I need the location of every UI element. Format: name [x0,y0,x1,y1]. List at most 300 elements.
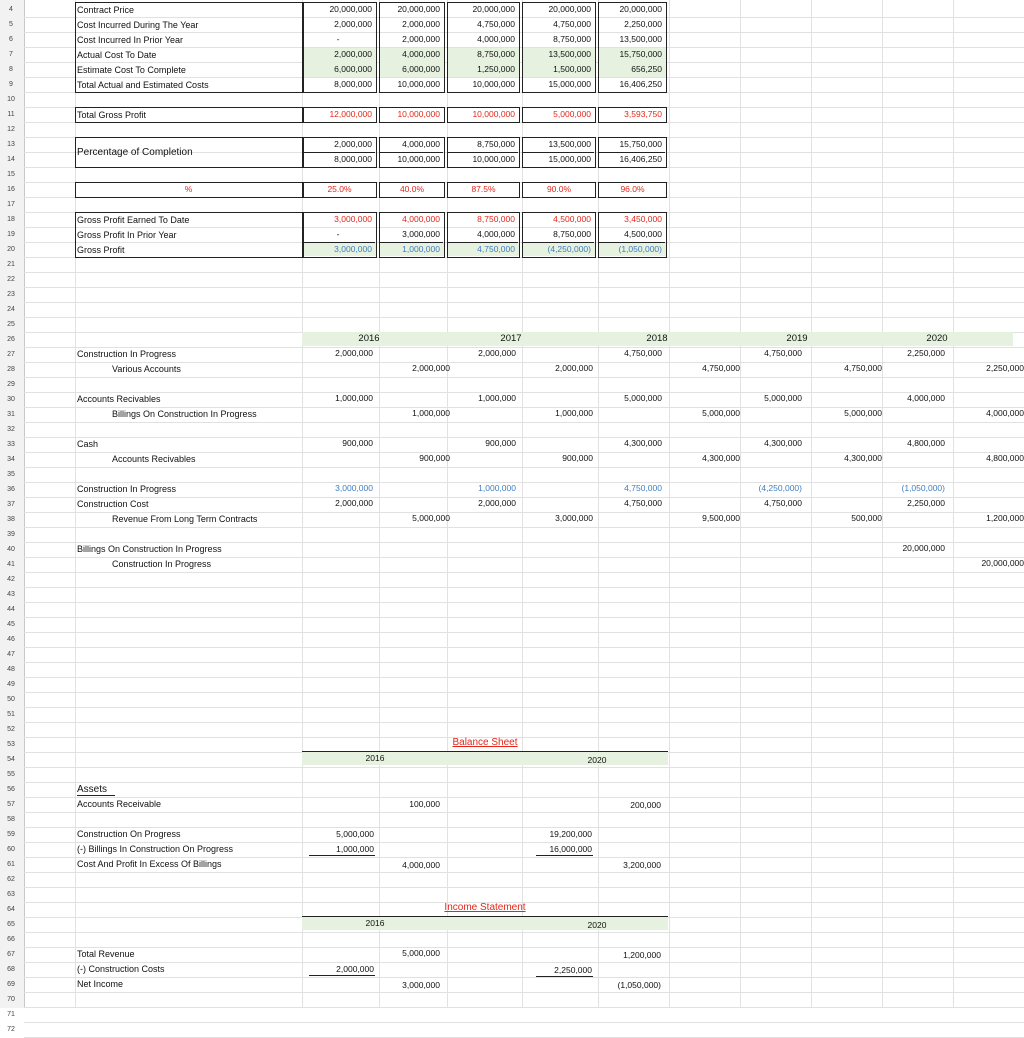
row-number[interactable]: 11 [7,111,15,118]
value-pct-numerator[interactable]: 2,000,000 [334,139,372,149]
row-gridline [24,887,1024,888]
value-estimate-to-complete[interactable]: 6,000,000 [334,64,372,74]
row-number[interactable]: 33 [7,441,15,448]
journal-debit-amount[interactable]: 1,000,000 [478,393,516,403]
label-actual-to-date[interactable]: Actual Cost To Date [77,50,157,60]
value-gp-earned[interactable]: 8,750,000 [477,214,515,224]
row-number[interactable]: 18 [7,216,15,223]
bs-cip-2016[interactable]: 5,000,000 [336,829,374,839]
row-number[interactable]: 7 [9,51,13,58]
row-number[interactable]: 59 [7,831,15,838]
journal-credit-amount[interactable]: 9,500,000 [702,513,740,523]
row-gridline [24,632,1024,633]
row-number[interactable]: 54 [7,756,15,763]
fraction-line [447,152,518,153]
row-number[interactable]: 24 [7,306,15,313]
row-gridline [24,707,1024,708]
journal-credit-amount[interactable]: 900,000 [419,453,450,463]
journal-credit-amount[interactable]: 4,750,000 [702,363,740,373]
bs-cip-label[interactable]: Construction On Progress [77,829,181,839]
row-number[interactable]: 39 [7,531,15,538]
row-number[interactable]: 55 [7,771,15,778]
row-number[interactable]: 20 [7,246,15,253]
value-cost-prior-year[interactable]: 4,000,000 [477,34,515,44]
pct-symbol-border [75,182,304,198]
journal-credit-amount[interactable]: 5,000,000 [702,408,740,418]
value-gross-profit[interactable]: (1,050,000) [618,244,662,254]
gp-total-line [302,242,375,243]
label-pct-symbol[interactable]: % [184,184,193,194]
journal-debit-amount[interactable]: 2,250,000 [907,348,945,358]
pct-border [522,182,596,198]
journal-credit-amount[interactable]: 4,300,000 [702,453,740,463]
bs-year-b[interactable]: 2020 [587,755,607,765]
row-gridline [24,602,1024,603]
journal-debit2-amount[interactable]: 4,750,000 [624,498,662,508]
value-cost-during-year[interactable]: 4,750,000 [477,19,515,29]
value-pct-denominator[interactable]: 16,406,250 [619,154,662,164]
row-number[interactable]: 15 [7,171,15,178]
row-number[interactable]: 44 [7,606,15,613]
row-number[interactable]: 53 [7,741,15,748]
row-number[interactable]: 13 [7,141,15,148]
value-gp-prior[interactable]: 4,500,000 [624,229,662,239]
bs-year-a[interactable]: 2016 [365,753,385,763]
row-gridline [24,467,1024,468]
row-number[interactable]: 27 [7,351,15,358]
value-pct-numerator[interactable]: 15,750,000 [619,139,662,149]
journal-debit-label[interactable]: Construction In Progress [77,484,177,494]
label-cost-during-year[interactable]: Cost Incurred During The Year [77,20,199,30]
row-number[interactable]: 26 [7,336,15,343]
value-gross-profit[interactable]: (4,250,000) [547,244,591,254]
row-number[interactable]: 61 [7,861,15,868]
journal-credit-label[interactable]: Revenue From Long Term Contracts [112,514,258,524]
gp-label-border [75,212,304,258]
journal-debit-amount[interactable]: 4,300,000 [624,438,662,448]
row-gridline [24,662,1024,663]
bs-cip-2020[interactable]: 19,200,000 [549,829,592,839]
journal-debit2-amount[interactable]: 4,750,000 [764,498,802,508]
row-number[interactable]: 8 [9,66,13,73]
row-number[interactable]: 64 [7,906,15,913]
value-cost-prior-year[interactable]: 2,000,000 [402,34,440,44]
row-number[interactable]: 71 [7,1011,15,1018]
gp-total-line [379,242,443,243]
is-revenue-2016[interactable]: 5,000,000 [402,948,440,958]
value-estimate-to-complete[interactable]: 656,250 [631,64,662,74]
year-header[interactable]: 2020 [926,333,948,344]
subtotal-underline [309,855,375,856]
is-cost-2020[interactable]: 2,250,000 [554,965,592,975]
row-number[interactable]: 69 [7,981,15,988]
value-contract-price[interactable]: 20,000,000 [548,4,591,14]
value-cost-during-year[interactable]: 4,750,000 [553,19,591,29]
journal-debit-label[interactable]: Billings On Construction In Progress [77,544,222,554]
value-total-gross-profit[interactable]: 3,593,750 [624,109,662,119]
year-header[interactable]: 2019 [786,333,808,344]
value-estimate-to-complete[interactable]: 6,000,000 [402,64,440,74]
column-block-border [598,2,667,93]
is-revenue-2020[interactable]: 1,200,000 [623,950,661,960]
journal-debit-amount[interactable]: 4,750,000 [624,483,662,493]
row-number[interactable]: 67 [7,951,15,958]
journal-credit-amount[interactable]: 4,300,000 [844,453,882,463]
row-number[interactable]: 19 [7,231,15,238]
bs-excess-2016[interactable]: 4,000,000 [402,860,440,870]
row-gridline [24,317,1024,318]
journal-debit2-amount[interactable]: 2,000,000 [335,498,373,508]
value-pct-completion[interactable]: 90.0% [546,184,572,194]
journal-debit-amount[interactable]: 2,000,000 [478,348,516,358]
row-number[interactable]: 50 [7,696,15,703]
row-gridline [24,932,1024,933]
journal-credit-amount[interactable]: 500,000 [851,513,882,523]
row-number[interactable]: 36 [7,486,15,493]
value-cost-prior-year[interactable]: 8,750,000 [553,34,591,44]
label-cost-prior-year[interactable]: Cost Incurred In Prior Year [77,35,184,45]
value-pct-denominator[interactable]: 8,000,000 [334,154,372,164]
row-number[interactable]: 51 [7,711,15,718]
value-total-actual-estimated[interactable]: 8,000,000 [334,79,372,89]
value-total-gross-profit[interactable]: 12,000,000 [329,109,372,119]
total-gp-value-border [302,107,377,123]
value-pct-completion[interactable]: 96.0% [620,184,645,194]
fraction-line [302,152,375,153]
value-gross-profit[interactable]: 4,750,000 [477,244,515,254]
row-gridline [24,992,1024,993]
bs-billings-2016[interactable]: 1,000,000 [336,844,374,854]
row-gridline [24,947,1024,948]
row-number[interactable]: 9 [9,81,13,88]
row-gridline [24,422,1024,423]
pct-border [379,182,445,198]
row-gridline [24,812,1024,813]
value-pct-denominator[interactable]: 10,000,000 [472,154,515,164]
gp-total-line [598,242,665,243]
journal-debit-amount[interactable]: 900,000 [342,438,373,448]
value-gp-prior[interactable]: - [336,229,340,239]
pct-border [302,182,377,198]
bs-excess-label[interactable]: Cost And Profit In Excess Of Billings [77,859,222,869]
value-actual-to-date[interactable]: 15,750,000 [619,49,662,59]
year-header[interactable]: 2018 [646,333,668,344]
journal-credit-amount[interactable]: 2,250,000 [986,363,1024,373]
journal-debit-amount[interactable]: 20,000,000 [902,543,945,553]
value-contract-price[interactable]: 20,000,000 [397,4,440,14]
value-pct-numerator[interactable]: 8,750,000 [477,139,515,149]
year-header[interactable]: 2016 [358,333,380,344]
value-cost-prior-year[interactable]: 13,500,000 [619,34,662,44]
row-number[interactable]: 57 [7,801,15,808]
balance-sheet-title[interactable]: Balance Sheet [452,737,518,748]
value-pct-denominator[interactable]: 15,000,000 [548,154,591,164]
is-net-2020[interactable]: (1,050,000) [617,980,661,990]
row-number[interactable]: 29 [7,381,15,388]
total-gp-value-border [379,107,445,123]
journal-debit-amount[interactable]: (4,250,000) [758,483,802,493]
value-estimate-to-complete[interactable]: 1,250,000 [477,64,515,74]
value-total-gross-profit[interactable]: 10,000,000 [472,109,515,119]
row-number[interactable]: 58 [7,816,15,823]
journal-debit-amount[interactable]: 4,750,000 [624,348,662,358]
row-number[interactable]: 34 [7,456,15,463]
value-gp-earned[interactable]: 3,000,000 [334,214,372,224]
label-gp-prior[interactable]: Gross Profit In Prior Year [77,230,177,240]
row-gridline [24,287,1024,288]
row-number[interactable]: 72 [7,1026,15,1033]
value-estimate-to-complete[interactable]: 1,500,000 [553,64,591,74]
value-total-actual-estimated[interactable]: 10,000,000 [472,79,515,89]
journal-credit-amount[interactable]: 4,000,000 [986,408,1024,418]
value-gp-earned[interactable]: 4,000,000 [402,214,440,224]
value-contract-price[interactable]: 20,000,000 [619,4,662,14]
row-gridline [24,677,1024,678]
subtotal-underline [536,976,593,977]
row-number[interactable]: 66 [7,936,15,943]
is-cost-label[interactable]: (-) Construction Costs [77,964,165,974]
row-gridline [24,647,1024,648]
journal-credit-amount[interactable]: 900,000 [562,453,593,463]
column-gridline [669,0,670,1008]
value-actual-to-date[interactable]: 2,000,000 [334,49,372,59]
journal-debit-amount[interactable]: 2,000,000 [335,348,373,358]
journal-debit-amount[interactable]: 4,000,000 [907,393,945,403]
value-actual-to-date[interactable]: 8,750,000 [477,49,515,59]
row-number[interactable]: 37 [7,501,15,508]
journal-debit2-amount[interactable]: 2,250,000 [907,498,945,508]
pct-label-border [75,137,304,168]
row-number[interactable]: 10 [7,96,15,103]
gp-value-border [447,212,520,258]
journal-debit-amount[interactable]: 900,000 [485,438,516,448]
row-number[interactable]: 28 [7,366,15,373]
journal-debit-amount[interactable]: (1,050,000) [901,483,945,493]
bs-ar-2016[interactable]: 100,000 [409,799,440,809]
value-pct-numerator[interactable]: 13,500,000 [548,139,591,149]
label-estimate-to-complete[interactable]: Estimate Cost To Complete [77,65,186,75]
value-total-gross-profit[interactable]: 10,000,000 [397,109,440,119]
row-number[interactable]: 25 [7,321,15,328]
journal-debit-amount[interactable]: 5,000,000 [624,393,662,403]
year-header[interactable]: 2017 [500,333,522,344]
journal-debit-label[interactable]: Cash [77,439,99,449]
value-pct-denominator[interactable]: 10,000,000 [397,154,440,164]
journal-credit-amount[interactable]: 5,000,000 [412,513,450,523]
total-gp-value-border [598,107,667,123]
value-total-actual-estimated[interactable]: 16,406,250 [619,79,662,89]
row-gridline [24,587,1024,588]
is-revenue-label[interactable]: Total Revenue [77,949,135,959]
pct-border [598,182,667,198]
value-contract-price[interactable]: 20,000,000 [329,4,372,14]
journal-debit2-label[interactable]: Construction Cost [77,499,149,509]
total-gp-label-border [75,107,304,123]
row-number[interactable]: 14 [7,156,15,163]
value-cost-during-year[interactable]: 2,250,000 [624,19,662,29]
label-total-actual-estimated[interactable]: Total Actual and Estimated Costs [77,80,209,90]
label-block-border [75,2,304,93]
row-number[interactable]: 41 [7,561,15,568]
journal-credit-amount[interactable]: 1,200,000 [986,513,1024,523]
value-gp-prior[interactable]: 4,000,000 [477,229,515,239]
value-cost-during-year[interactable]: 2,000,000 [402,19,440,29]
gp-total-line [522,242,594,243]
income-statement-title[interactable]: Income Statement [444,902,526,913]
row-gridline [24,272,1024,273]
total-gp-value-border [522,107,596,123]
row-number[interactable]: 47 [7,651,15,658]
row-number[interactable]: 6 [9,36,13,43]
label-total-gross-profit[interactable]: Total Gross Profit [77,110,147,120]
total-gp-value-border [447,107,520,123]
bs-ar-2020[interactable]: 200,000 [630,800,661,810]
row-number[interactable]: 32 [7,426,15,433]
is-year-a[interactable]: 2016 [365,918,385,928]
row-gridline [24,617,1024,618]
column-block-border [447,2,520,93]
journal-credit-label[interactable]: Construction In Progress [112,559,212,569]
row-number[interactable]: 40 [7,546,15,553]
journal-debit-amount[interactable]: 3,000,000 [335,483,373,493]
value-actual-to-date[interactable]: 13,500,000 [548,49,591,59]
row-gridline [24,767,1024,768]
value-gross-profit[interactable]: 3,000,000 [334,244,372,254]
value-gross-profit[interactable]: 1,000,000 [402,244,440,254]
value-cost-during-year[interactable]: 2,000,000 [334,19,372,29]
value-pct-numerator[interactable]: 4,000,000 [402,139,440,149]
row-number[interactable]: 21 [7,261,15,268]
row-gridline [24,572,1024,573]
row-number[interactable]: 31 [7,411,15,418]
value-pct-completion[interactable]: 40.0% [399,184,425,194]
row-number[interactable]: 38 [7,516,15,523]
journal-debit-label[interactable]: Accounts Recivables [77,394,161,404]
row-number[interactable]: 17 [7,201,15,208]
value-pct-completion[interactable]: 25.0% [327,184,352,194]
row-number[interactable]: 4 [9,6,13,13]
row-number[interactable]: 70 [7,996,15,1003]
journal-credit-label[interactable]: Various Accounts [112,364,181,374]
row-number[interactable]: 65 [7,921,15,928]
column-block-border [379,2,445,93]
gp-total-line [447,242,518,243]
journal-credit-amount[interactable]: 3,000,000 [555,513,593,523]
journal-credit-amount[interactable]: 5,000,000 [844,408,882,418]
label-gross-profit[interactable]: Gross Profit [77,245,125,255]
row-gridline [24,302,1024,303]
value-actual-to-date[interactable]: 4,000,000 [402,49,440,59]
journal-credit-amount[interactable]: 1,000,000 [555,408,593,418]
bs-assets-heading[interactable]: Assets [77,784,108,795]
row-number[interactable]: 62 [7,876,15,883]
is-net-label[interactable]: Net Income [77,979,124,989]
column-block-border [522,2,596,93]
is-cost-2016[interactable]: 2,000,000 [336,964,374,974]
is-net-2016[interactable]: 3,000,000 [402,980,440,990]
journal-debit-amount[interactable]: 5,000,000 [764,393,802,403]
bs-ar-label[interactable]: Accounts Receivable [77,799,162,809]
journal-debit-amount[interactable]: 4,300,000 [764,438,802,448]
value-gp-prior[interactable]: 3,000,000 [402,229,440,239]
value-total-actual-estimated[interactable]: 10,000,000 [397,79,440,89]
row-number[interactable]: 46 [7,636,15,643]
journal-credit-amount[interactable]: 20,000,000 [981,558,1024,568]
value-gp-earned[interactable]: 3,450,000 [624,214,662,224]
journal-debit-amount[interactable]: 4,800,000 [907,438,945,448]
row-number[interactable]: 60 [7,846,15,853]
value-cost-prior-year[interactable]: - [336,34,340,44]
row-number[interactable]: 43 [7,591,15,598]
value-gp-prior[interactable]: 8,750,000 [553,229,591,239]
pct-border [447,182,520,198]
assets-underline [77,795,115,796]
journal-debit-amount[interactable]: 1,000,000 [478,483,516,493]
journal-credit-label[interactable]: Accounts Recivables [112,454,196,464]
journal-credit-amount[interactable]: 2,000,000 [412,363,450,373]
journal-credit-amount[interactable]: 2,000,000 [555,363,593,373]
subtotal-underline [309,975,375,976]
gp-value-border [598,212,667,258]
value-pct-completion[interactable]: 87.5% [471,184,496,194]
row-number[interactable]: 42 [7,576,15,583]
row-number[interactable]: 56 [7,786,15,793]
value-total-gross-profit[interactable]: 5,000,000 [553,109,591,119]
subtotal-underline [536,855,593,856]
bs-billings-2020[interactable]: 16,000,000 [549,844,592,854]
bs-billings-label[interactable]: (-) Billings In Construction On Progress [77,844,234,854]
journal-debit-amount[interactable]: 1,000,000 [335,393,373,403]
row-gridline [24,692,1024,693]
label-pct-completion[interactable]: Percentage of Completion [77,147,193,158]
column-block-border [302,2,377,93]
gp-value-border [522,212,596,258]
label-gp-earned[interactable]: Gross Profit Earned To Date [77,215,190,225]
row-gridline [24,1022,1024,1023]
fraction-line [522,152,594,153]
journal-debit2-amount[interactable]: 2,000,000 [478,498,516,508]
bs-excess-2020[interactable]: 3,200,000 [623,860,661,870]
row-number[interactable]: 30 [7,396,15,403]
value-contract-price[interactable]: 20,000,000 [472,4,515,14]
row-number[interactable]: 48 [7,666,15,673]
row-number[interactable]: 23 [7,291,15,298]
journal-credit-amount[interactable]: 4,800,000 [986,453,1024,463]
row-number[interactable]: 5 [9,21,13,28]
row-number[interactable]: 45 [7,621,15,628]
journal-credit-amount[interactable]: 4,750,000 [844,363,882,373]
value-total-actual-estimated[interactable]: 15,000,000 [548,79,591,89]
row-number[interactable]: 68 [7,966,15,973]
journal-credit-amount[interactable]: 1,000,000 [412,408,450,418]
journal-credit-label[interactable]: Billings On Construction In Progress [112,409,257,419]
row-number[interactable]: 52 [7,726,15,733]
row-gridline [24,527,1024,528]
row-number[interactable]: 35 [7,471,15,478]
is-year-b[interactable]: 2020 [587,920,607,930]
value-gp-earned[interactable]: 4,500,000 [553,214,591,224]
journal-debit-amount[interactable]: 4,750,000 [764,348,802,358]
row-number[interactable]: 12 [7,126,15,133]
row-number[interactable]: 63 [7,891,15,898]
row-number[interactable]: 16 [7,186,15,193]
label-contract-price[interactable]: Contract Price [77,5,135,15]
journal-debit-label[interactable]: Construction In Progress [77,349,177,359]
gp-value-border [379,212,445,258]
row-number[interactable]: 49 [7,681,15,688]
row-number[interactable]: 22 [7,276,15,283]
fraction-line [379,152,443,153]
